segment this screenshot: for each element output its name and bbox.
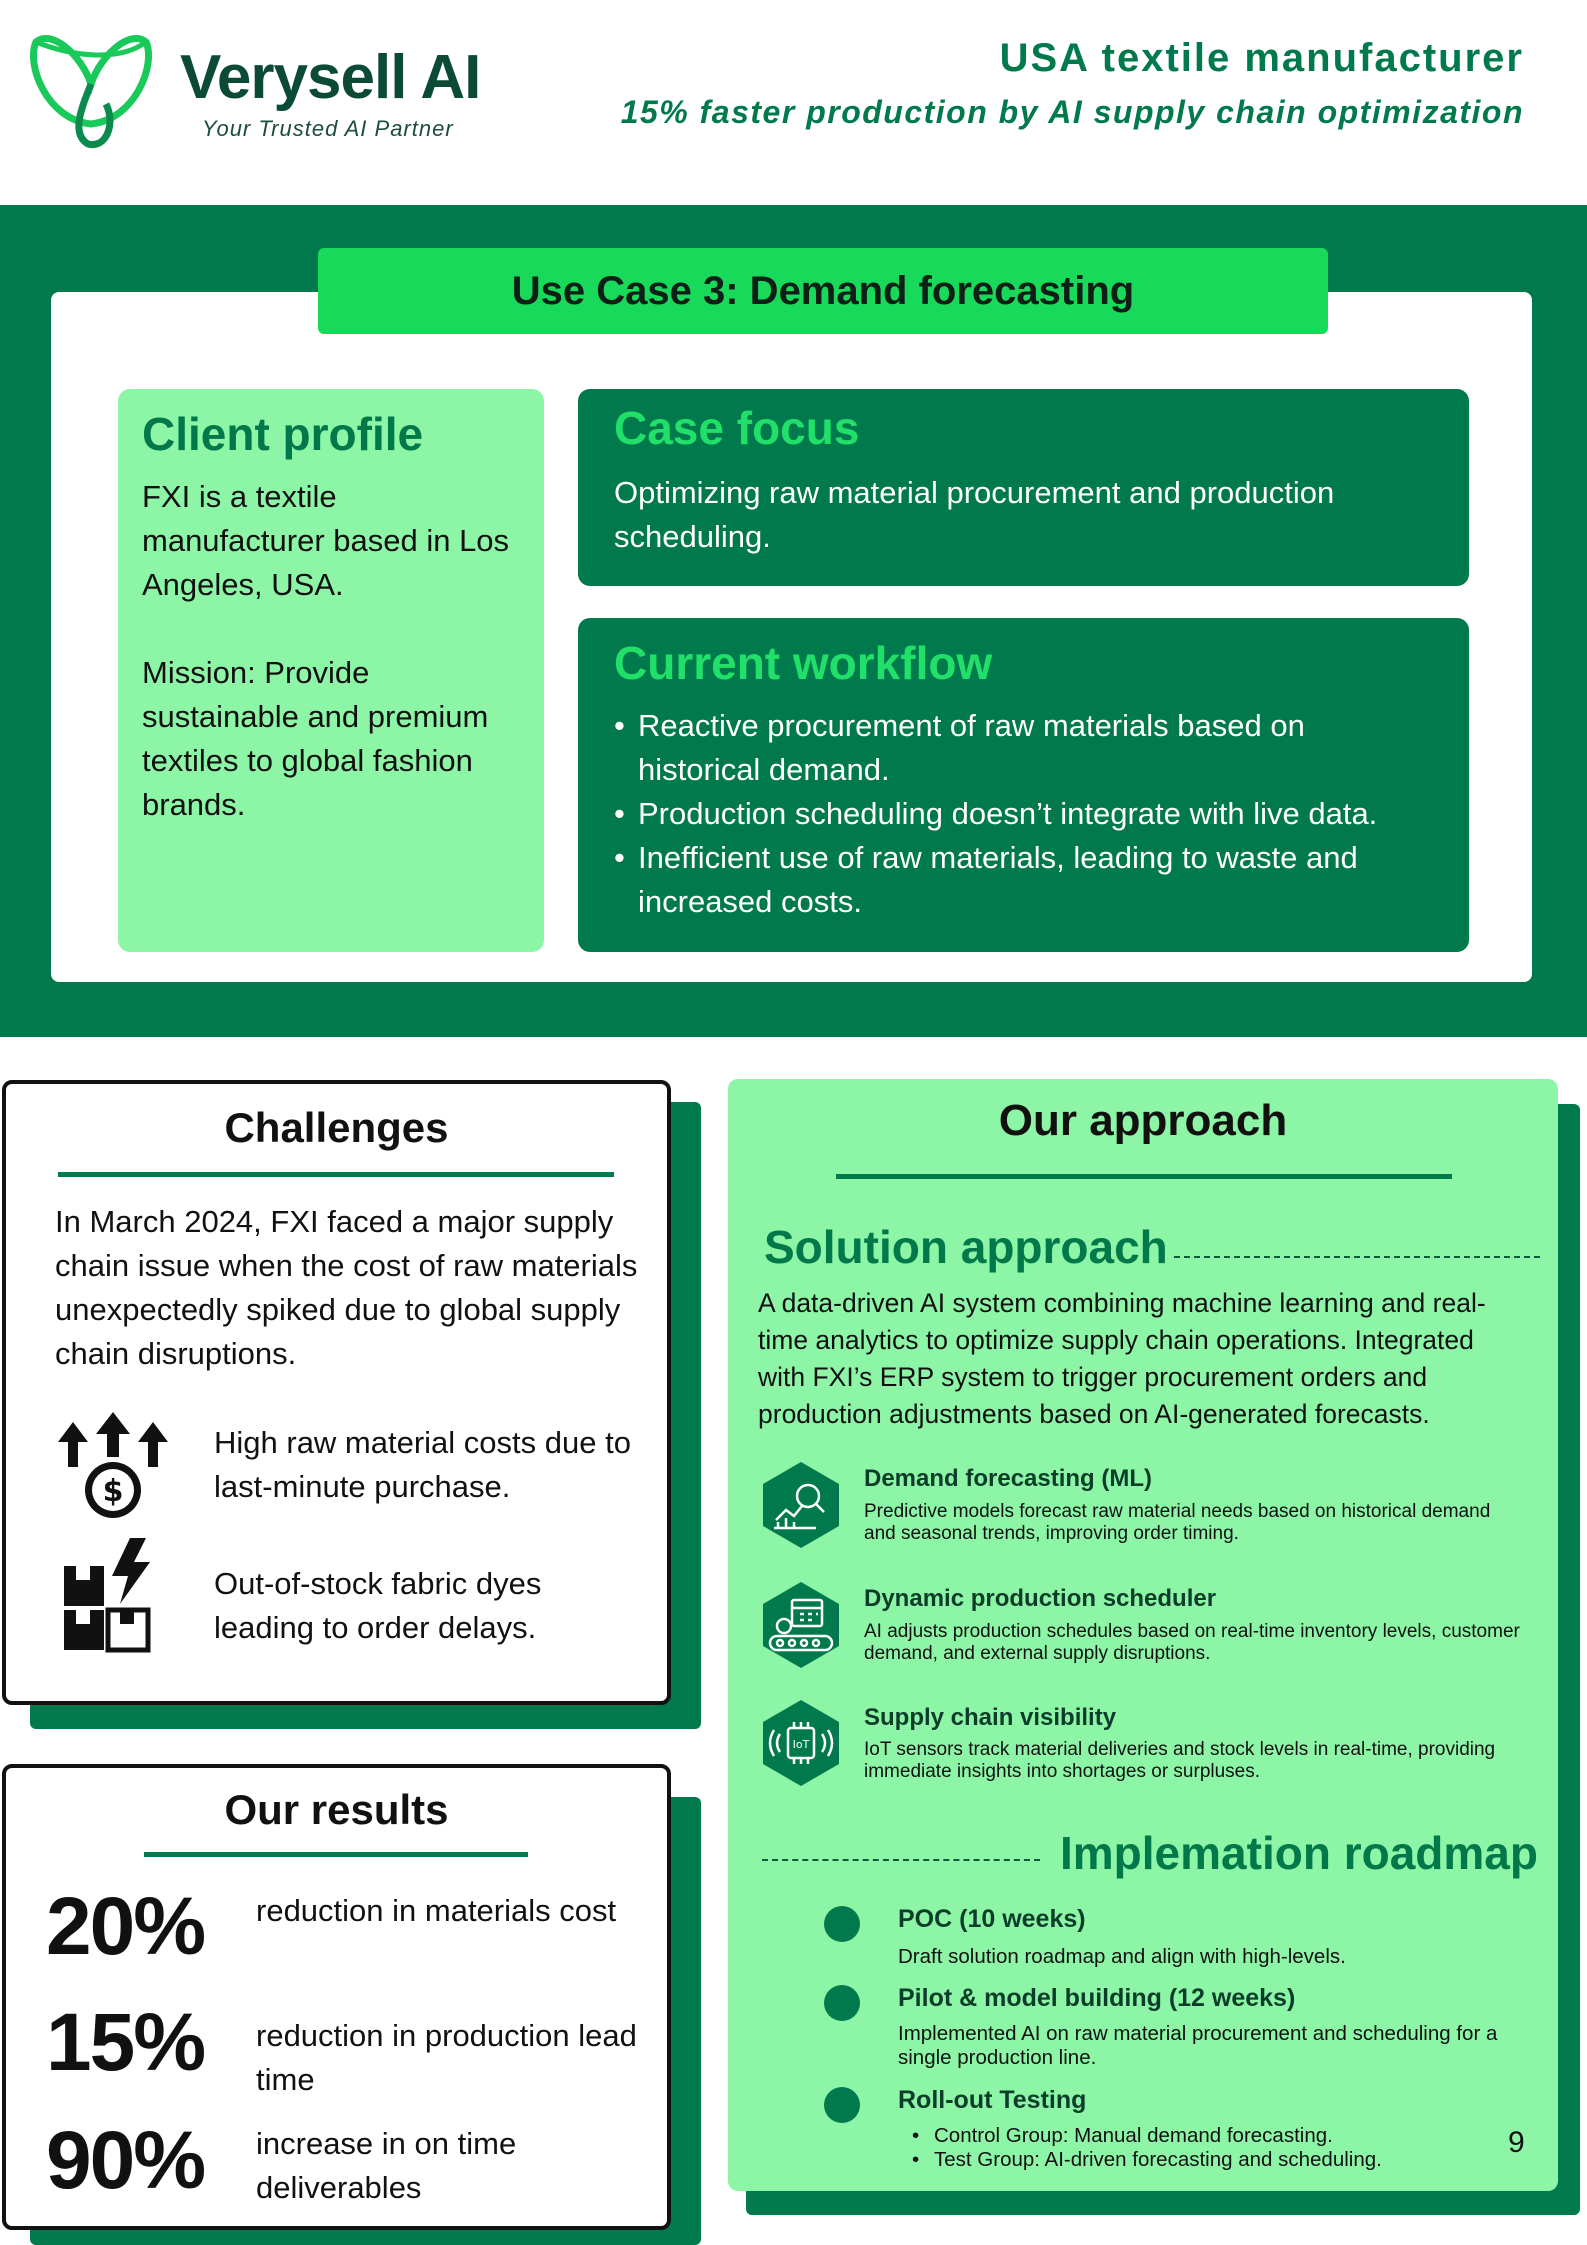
roadmap-step-marker [824, 2087, 860, 2123]
page-header [0, 0, 1587, 205]
scheduler-conveyor-icon [756, 1580, 846, 1670]
roadmap-step-1-text: Draft solution roadmap and align with high-levels. [898, 1945, 1346, 1968]
client-description: FXI is a textile manufacturer based in Los Angeles, USA. [142, 479, 510, 602]
roadmap-step-1-title: POC (10 weeks) [898, 1905, 1086, 1933]
result-label-3: increase in on time deliverables [256, 2126, 517, 2205]
current-workflow-card [578, 618, 1469, 952]
roadmap-step-marker [824, 1985, 860, 2021]
page-subtitle: 15% faster production by AI supply chain optimization [620, 94, 1524, 130]
client-profile-card [118, 389, 544, 952]
results-divider [144, 1852, 528, 1857]
roadmap-title: Implemation roadmap [1060, 1827, 1538, 1879]
feature-title-1: Demand forecasting (ML) [864, 1465, 1153, 1492]
result-label-2: reduction in production lead time [256, 2018, 637, 2097]
feature-text-3: IoT sensors track material deliveries and stock levels in real-time, providing immediate insights into shortages or surpluses. [864, 1739, 1496, 1782]
svg-text:$: $ [102, 1474, 124, 1509]
use-case-banner: Use Case 3: Demand forecasting [318, 248, 1328, 334]
solution-approach-title: Solution approach [764, 1221, 1168, 1273]
results-title: Our results [224, 1786, 449, 1833]
page-title: USA textile manufacturer [999, 36, 1524, 80]
roadmap-step-2-title: Pilot & model building (12 weeks) [898, 1984, 1296, 2012]
forecast-chart-icon [756, 1460, 846, 1550]
feature-text-1: Predictive models forecast raw material needs based on historical demand and seasonal trends, improving order timing. [864, 1501, 1491, 1544]
page-number: 9 [1508, 2126, 1525, 2159]
approach-divider [836, 1174, 1452, 1179]
result-label-1: reduction in materials cost [256, 1893, 617, 1928]
challenge-item-2: Out-of-stock fabric dyes leading to order delays. [214, 1566, 542, 1645]
approach-title: Our approach [998, 1096, 1288, 1145]
result-value-3: 90% [46, 2115, 205, 2206]
solution-text: A data-driven AI system combining machine learning and real-time analytics to optimize supply chain operations. Integrated with FXI’s ERP system to trigger procurement orders and production adjustments based on AI-generated forecasts. [758, 1288, 1486, 1429]
feature-text-2: AI adjusts production schedules based on real-time inventory levels, customer demand, and external supply disruptions. [864, 1621, 1520, 1664]
current-workflow-title: Current workflow [614, 637, 993, 689]
client-mission: Mission: Provide sustainable and premium textiles to global fashion brands. [142, 655, 489, 822]
challenges-intro: In March 2024, FXI faced a major supply chain issue when the cost of raw materials unexpectedly spiked due to global supply chain disruptions. [55, 1204, 638, 1371]
challenge-item-1: High raw material costs due to last-minute purchase. [214, 1425, 631, 1504]
solution-dashed-rule [1174, 1256, 1540, 1258]
list-item: • Reactive procurement of raw materials based on historical demand. [614, 704, 1433, 792]
case-focus-card [578, 389, 1469, 586]
roadmap-step-3-list [912, 2124, 1382, 2172]
case-focus-title: Case focus [614, 402, 860, 454]
client-profile-title: Client profile [142, 408, 424, 460]
feature-title-2: Dynamic production scheduler [864, 1585, 1217, 1612]
result-value-1: 20% [46, 1881, 205, 1972]
iot-chip-icon [756, 1698, 846, 1788]
roadmap-dashed-rule [762, 1859, 1040, 1861]
out-of-stock-icon [62, 1538, 166, 1654]
verysell-logo-icon [26, 24, 156, 150]
brand-tagline: Your Trusted AI Partner [202, 116, 454, 141]
workflow-list [614, 704, 1433, 924]
case-focus-text: Optimizing raw material procurement and production scheduling. [614, 475, 1335, 554]
roadmap-step-3-title: Roll-out Testing [898, 2086, 1087, 2114]
challenges-divider [58, 1172, 614, 1177]
rising-cost-icon [58, 1412, 168, 1522]
brand-name: Verysell AI [180, 43, 481, 112]
list-item: • Control Group: Manual demand forecasting. [912, 2124, 1382, 2148]
challenges-title: Challenges [224, 1104, 449, 1151]
list-item: • Production scheduling doesn’t integrate with live data. [614, 792, 1433, 836]
feature-title-3: Supply chain visibility [864, 1704, 1117, 1731]
list-item: • Inefficient use of raw materials, leading to waste and increased costs. [614, 836, 1433, 924]
result-value-2: 15% [46, 1997, 205, 2088]
roadmap-step-2-text: Implemented AI on raw material procurement and scheduling for a single production line. [898, 2022, 1498, 2069]
roadmap-step-marker [824, 1906, 860, 1942]
svg-text:IoT: IoT [792, 1738, 810, 1751]
list-item: • Test Group: AI-driven forecasting and scheduling. [912, 2148, 1382, 2172]
